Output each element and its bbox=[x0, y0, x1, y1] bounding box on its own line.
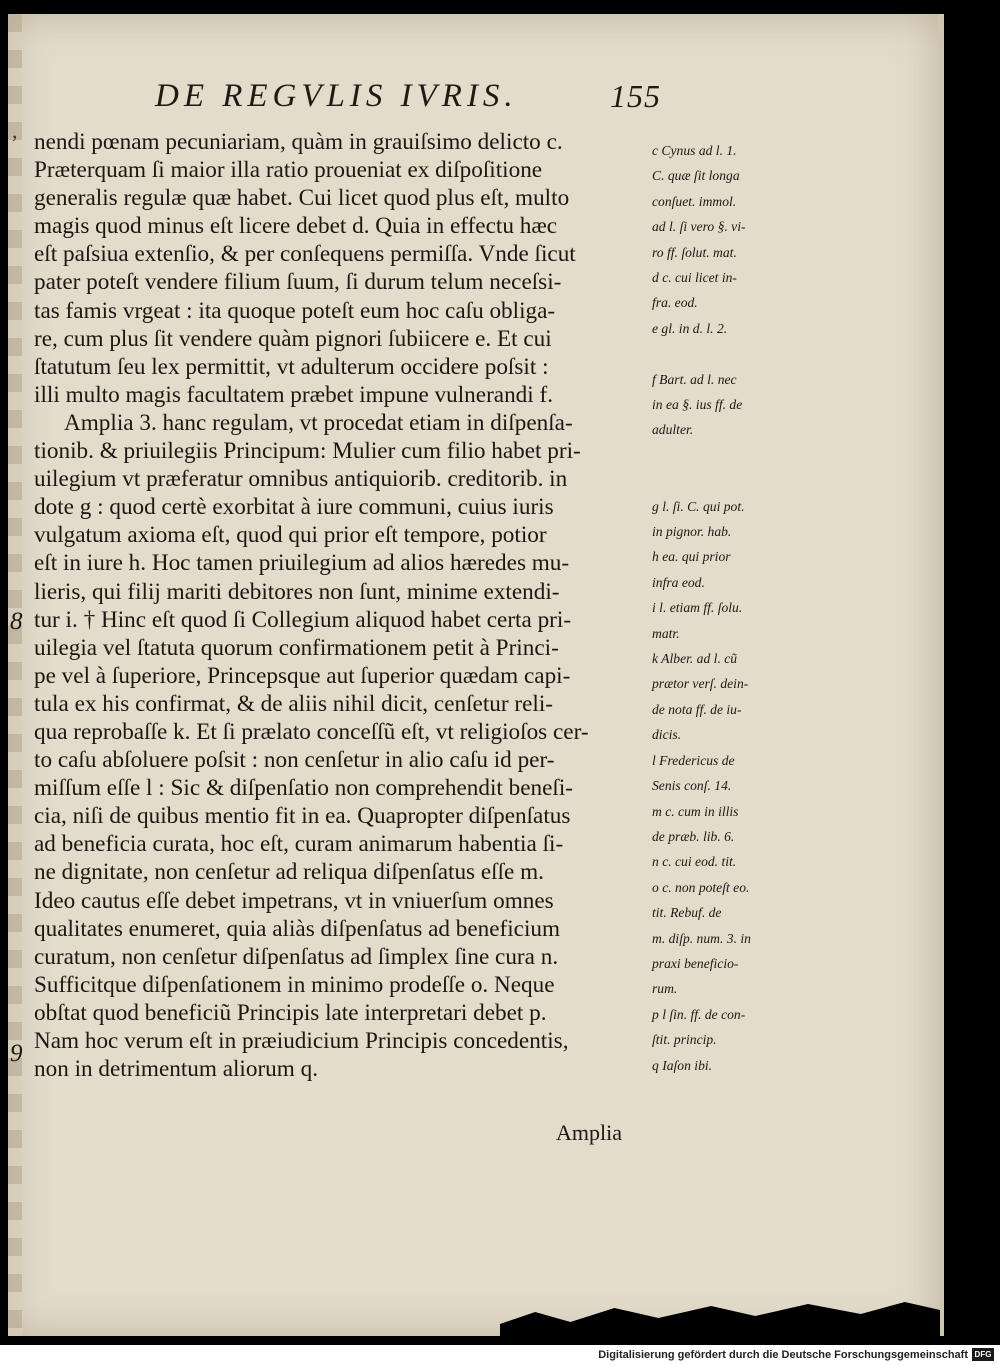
main-text-column bbox=[34, 128, 646, 1083]
text-line: ſtatutum ſeu lex permittit, vt adulterum occidere poſsit : bbox=[34, 353, 549, 380]
sidenote-line: f Bart. ad l. nec bbox=[652, 371, 737, 387]
catchword: Amplia bbox=[556, 1120, 622, 1145]
text-line: pater poteſt vendere filium ſuum, ſi durum telum neceſsi- bbox=[34, 269, 562, 296]
sidenote-line: m. diſp. num. 3. in bbox=[652, 930, 751, 946]
sidenote-line: adulter. bbox=[652, 422, 694, 438]
sidenote-line: g l. ſi. C. qui pot. bbox=[652, 498, 745, 514]
text-line: lieris, qui filij mariti debitores non ſunt, minime extendi- bbox=[34, 578, 560, 605]
sidenote-line: fra. eod. bbox=[652, 295, 698, 311]
text-line: tur i. † Hinc eſt quod ſi Collegium aliquod habet certa pri- bbox=[34, 606, 572, 633]
text-line: qualitates enumeret, quia aliàs diſpenſatus ad beneficium bbox=[34, 915, 561, 942]
line-mark: , bbox=[12, 118, 18, 143]
text-line: tas famis vrgeat : ita quoque poteſt eum hoc caſu obliga- bbox=[34, 297, 556, 324]
text-line: tula ex his confirmat, & de aliis nihil dicit, cenſetur reli- bbox=[34, 690, 553, 717]
text-line: Amplia 3. hanc regulam, vt procedat etiam in diſpenſa- bbox=[64, 409, 573, 436]
text-line: re, cum plus ſit vendere quàm pignori ſubiicere e. Et cui bbox=[34, 325, 552, 352]
text-line: generalis regulæ quæ habet. Cui licet quod plus eſt, multo bbox=[34, 185, 570, 212]
text-line: Nam hoc verum eſt in præiudicium Principis concedentis, bbox=[34, 1028, 569, 1054]
marginal-notes bbox=[652, 138, 822, 1078]
sidenote-line: prætor verſ. dein- bbox=[652, 676, 749, 692]
sidenote-line: i l. etiam ff. ſolu. bbox=[652, 600, 743, 616]
sidenote-line: rum. bbox=[652, 981, 678, 997]
sidenote-line: dicis. bbox=[652, 727, 682, 743]
text-line: qua reprobaſſe k. Et ſi prælato conceſſũ eſt, vt religioſos cer- bbox=[34, 718, 589, 745]
text-line: curatum, non cenſetur diſpenſatus ad ſimplex ſine cura n. bbox=[34, 943, 559, 970]
sidenote-line: conſuet. immol. bbox=[652, 193, 737, 209]
dfg-logo: DFG bbox=[972, 1348, 994, 1361]
text-line: Sufficitque diſpenſationem in minimo prodeſſe o. Neque bbox=[34, 971, 555, 998]
sidenote-line: praxi beneficio- bbox=[652, 955, 739, 971]
text-line: dote g : quod certè exorbitat à iure communi, cuius iuris bbox=[34, 494, 554, 521]
running-header bbox=[155, 78, 715, 118]
digitization-credit: Digitalisierung gefördert durch die Deutsche Forschungsgemeinschaft bbox=[598, 1349, 968, 1361]
text-line: to caſu abſoluere poſsit : non cenſetur in alio caſu id per- bbox=[34, 747, 555, 774]
text-line: uilegium vt præferatur omnibus antiquiorib. creditorib. in bbox=[34, 466, 568, 493]
sidenote-line: ſtit. princip. bbox=[652, 1032, 717, 1048]
text-line: Præterquam ſi maior illa ratio proueniat ex diſpoſitione bbox=[34, 157, 543, 184]
sidenote-line: in ea §. ius ff. de bbox=[652, 397, 743, 413]
text-line: vulgatum axioma eſt, quod qui prior eſt tempore, potior bbox=[34, 522, 547, 549]
text-line: ad beneficia curata, hoc eſt, curam animarum habentia ſi- bbox=[34, 831, 564, 858]
sidenote-line: k Alber. ad l. cũ bbox=[652, 651, 738, 667]
sidenote-line: p l ſin. ff. de con- bbox=[652, 1006, 746, 1022]
sidenote-line: h ea. qui prior bbox=[652, 549, 731, 565]
note-spacer bbox=[652, 468, 822, 493]
text-line: obſtat quod beneficiũ Principis late interpretari debet p. bbox=[34, 999, 547, 1026]
text-line: uilegia vel ſtatuta quorum confirmationem petit à Princi- bbox=[34, 634, 559, 661]
text-line: nendi pœnam pecuniariam, quàm in grauiſsimo delicto c. bbox=[34, 129, 563, 155]
sidenote-line: ro ff. ſolut. mat. bbox=[652, 244, 737, 260]
sidenote-line: C. quæ ſit longa bbox=[652, 168, 740, 184]
running-title: DE REGVLIS IVRIS. bbox=[155, 78, 518, 114]
sidenote-line: infra eod. bbox=[652, 574, 705, 590]
page-number: 155 bbox=[610, 78, 661, 114]
note-spacer bbox=[652, 341, 822, 366]
text-line: pe vel à ſuperiore, Princepsque aut ſuperior quædam capi- bbox=[34, 662, 571, 689]
text-line: ne dignitate, non cenſetur ad reliqua diſpenſatus eſſe m. bbox=[34, 859, 544, 886]
note-spacer bbox=[652, 443, 822, 468]
margin-number-9: 9 bbox=[10, 1040, 23, 1067]
page-edge bbox=[8, 14, 22, 1336]
sidenote-line: Senis conſ. 14. bbox=[652, 778, 732, 794]
text-line: cia, niſi de quibus mentio fit in ea. Quapropter diſpenſatus bbox=[34, 803, 571, 830]
sidenote-line: n c. cui eod. tit. bbox=[652, 854, 737, 870]
sidenote-line: m c. cum in illis bbox=[652, 803, 739, 819]
sidenote-line: matr. bbox=[652, 625, 680, 641]
sidenote-line: e gl. in d. l. 2. bbox=[652, 320, 728, 336]
text-line: illi multo magis facultatem præbet impune vulnerandi f. bbox=[34, 381, 554, 408]
sidenote-line: tit. Rebuf. de bbox=[652, 905, 722, 921]
sidenote-line: de præb. lib. 6. bbox=[652, 828, 735, 844]
sidenote-line: l Fredericus de bbox=[652, 752, 735, 768]
text-line: eſt paſsiua extenſio, & per conſequens permiſſa. Vnde ſicut bbox=[34, 241, 576, 268]
text-line: miſſum eſſe l : Sic & diſpenſatio non comprehendit beneſi- bbox=[34, 775, 573, 802]
margin-number-8: 8 bbox=[10, 608, 23, 635]
sidenote-line: d c. cui licet in- bbox=[652, 270, 737, 286]
text-line: Ideo cautus eſſe debet impetrans, vt in vniuerſum omnes bbox=[34, 887, 554, 914]
sidenote-line: o c. non poteſt eo. bbox=[652, 879, 750, 895]
sidenote-line: q Iaſon ibi. bbox=[652, 1057, 713, 1073]
sidenote-line: c Cynus ad l. 1. bbox=[652, 143, 737, 158]
sidenote-line: in pignor. hab. bbox=[652, 524, 732, 540]
text-line: eſt in iure h. Hoc tamen priuilegium ad alios hæredes mu- bbox=[34, 550, 570, 577]
text-line: tionib. & priuilegiis Principum: Mulier cum filio habet pri- bbox=[34, 438, 581, 465]
text-line: non in detrimentum aliorum q. bbox=[34, 1056, 319, 1083]
sidenote-line: ad l. ſi vero §. vi- bbox=[652, 219, 746, 235]
text-line: magis quod minus eſt licere debet d. Quia in effectu hæc bbox=[34, 213, 558, 240]
sidenote-line: de nota ff. de iu- bbox=[652, 701, 742, 717]
